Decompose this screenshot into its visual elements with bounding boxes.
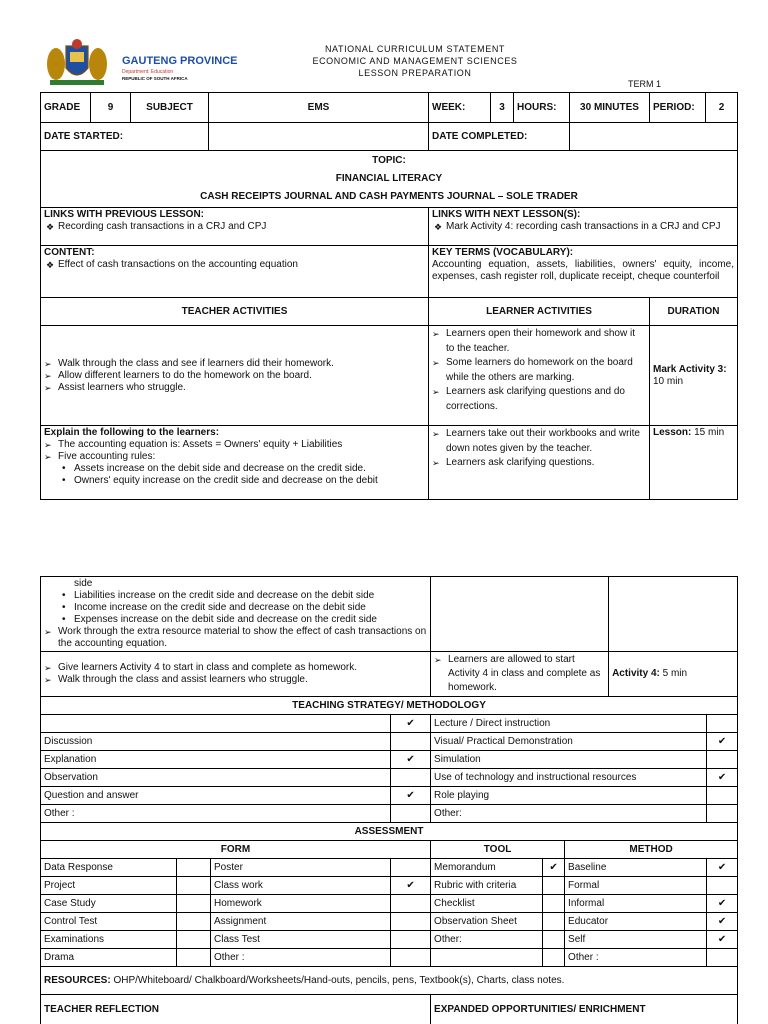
tool-option: Checklist (431, 895, 543, 913)
list-item: ➢ Assist learners who struggle. (44, 382, 425, 394)
row3-learner (431, 652, 609, 697)
form-option-1-check[interactable] (177, 913, 211, 931)
links-previous (41, 208, 429, 246)
links-previous-item: ❖ Recording cash transactions in a CRJ and CPJ (44, 221, 425, 233)
teacher-activities-heading: TEACHER ACTIVITIES (41, 298, 429, 326)
key-terms-label: KEY TERMS (VOCABULARY): (432, 247, 574, 258)
row1-learner (429, 326, 650, 426)
row1-duration-label: Mark Activity 3: (653, 363, 727, 375)
list-item: • Income increase on the credit side and decrease on the debit side (44, 602, 427, 614)
resources-cell (41, 967, 738, 995)
strategy-row (41, 787, 738, 805)
row2-duration (650, 426, 738, 500)
method-option: Self (565, 931, 707, 949)
method-option: Educator (565, 913, 707, 931)
form-option-1-check[interactable] (177, 859, 211, 877)
form-option-2-check[interactable] (391, 913, 431, 931)
list-item: ➢ Give learners Activity 4 to start in class and complete as homework. (44, 662, 427, 674)
form-option-2: Other : (211, 949, 391, 967)
strategy-right-label: Other: (431, 805, 707, 823)
form-option-2: Poster (211, 859, 391, 877)
strategy-row (41, 733, 738, 751)
form-option-1: Data Response (41, 859, 177, 877)
key-terms-cell (429, 246, 738, 298)
grade-value: 9 (91, 93, 131, 123)
tool-heading: TOOL (431, 841, 565, 859)
rule-continuation: side (74, 578, 93, 589)
form-option-1: Control Test (41, 913, 177, 931)
strategy-right-label: Visual/ Practical Demonstration (431, 733, 707, 751)
date-completed-label: DATE COMPLETED: (429, 123, 570, 151)
list-item: ➢ Learners ask clarifying questions and do corrections. (432, 385, 646, 414)
row3-teacher (41, 652, 431, 697)
links-next (429, 208, 738, 246)
tool-option: Observation Sheet (431, 913, 543, 931)
method-heading: METHOD (565, 841, 738, 859)
strategy-right-check[interactable]: ✔ (707, 769, 738, 787)
tool-option-check[interactable] (543, 931, 565, 949)
header-line-2: ECONOMIC AND MANAGEMENT SCIENCES (312, 56, 518, 66)
period-value: 2 (706, 93, 738, 123)
teacher-reflection: TEACHER REFLECTION (41, 995, 431, 1024)
week-label: WEEK: (429, 93, 491, 123)
assessment-row (41, 913, 738, 931)
lesson-plan-table (40, 92, 738, 500)
form-option-1-check[interactable] (177, 949, 211, 967)
form-option-2-check[interactable] (391, 859, 431, 877)
subject-label: SUBJECT (131, 93, 209, 123)
strategy-right-check[interactable]: ✔ (707, 733, 738, 751)
topic-line-2: CASH RECEIPTS JOURNAL AND CASH PAYMENTS JOURNAL – SOLE TRADER (200, 191, 578, 202)
method-option-check[interactable] (707, 877, 738, 895)
method-option: Other : (565, 949, 707, 967)
tool-option-check[interactable] (543, 949, 565, 967)
method-option-check[interactable]: ✔ (707, 913, 738, 931)
row2-duration-label: Lesson: (653, 427, 692, 438)
page-two (0, 570, 768, 1024)
method-option-check[interactable]: ✔ (707, 895, 738, 913)
strategy-row (41, 805, 738, 823)
topic-label: TOPIC: (372, 155, 406, 166)
strategy-title: TEACHING STRATEGY/ METHODOLOGY (41, 697, 738, 715)
lesson-plan-table-continued (40, 576, 738, 1024)
form-option-1: Case Study (41, 895, 177, 913)
row1-teacher (41, 326, 429, 426)
extra-resource-item: ➢ Work through the extra resource material to show the effect of cash transactions on the accounting equation. (44, 626, 427, 650)
term-label: TERM 1 (628, 79, 662, 89)
form-option-2: Assignment (211, 913, 391, 931)
date-completed-value[interactable] (570, 123, 738, 151)
strategy-right-label: Use of technology and instructional resources (431, 769, 707, 787)
list-item: • Assets increase on the debit side and decrease on the credit side. (44, 463, 425, 475)
row2-heading: Explain the following to the learners: (44, 427, 220, 438)
form-option-1-check[interactable] (177, 877, 211, 895)
form-option-2: Homework (211, 895, 391, 913)
tool-option-check[interactable] (543, 895, 565, 913)
strategy-right-check[interactable] (707, 751, 738, 769)
list-item: ➢ Some learners do homework on the board while the others are marking. (432, 356, 646, 385)
row3-duration (609, 652, 738, 697)
row2-learner-continued (431, 577, 609, 652)
form-option-2-check[interactable] (391, 895, 431, 913)
method-option: Baseline (565, 859, 707, 877)
row2-learner (429, 426, 650, 500)
row3-duration-value: 5 min (662, 668, 688, 679)
resources-value: OHP/Whiteboard/ Chalkboard/Worksheets/Hand-outs, pencils, pens, Textbook(s), Charts, class notes. (113, 974, 565, 986)
strategy-left-label (41, 715, 391, 733)
page-one (0, 0, 768, 510)
assessment-row (41, 859, 738, 877)
method-option-check[interactable]: ✔ (707, 859, 738, 877)
list-item: ➢ Five accounting rules: (44, 451, 425, 463)
logo-title: GAUTENG PROVINCE (122, 55, 238, 67)
strategy-right-check[interactable] (707, 715, 738, 733)
form-option-2: Class work (211, 877, 391, 895)
form-option-2: Class Test (211, 931, 391, 949)
strategy-row (41, 769, 738, 787)
date-started-label: DATE STARTED: (41, 123, 209, 151)
duration-heading: DURATION (650, 298, 738, 326)
row2-duration-value: 15 min (694, 427, 725, 438)
form-option-2-check[interactable] (391, 949, 431, 967)
subject-value: EMS (209, 93, 429, 123)
assessment-row (41, 877, 738, 895)
hours-value: 30 MINUTES (570, 93, 650, 123)
strategy-right-label: Role playing (431, 787, 707, 805)
learner-activities-heading: LEARNER ACTIVITIES (429, 298, 650, 326)
links-previous-label: LINKS WITH PREVIOUS LESSON: (44, 209, 205, 220)
strategy-left-check[interactable] (391, 733, 431, 751)
form-option-1: Drama (41, 949, 177, 967)
strategy-right-check[interactable] (707, 805, 738, 823)
list-item: • Owners' equity increase on the credit side and decrease on the debit (44, 475, 425, 487)
content-item: ❖ Effect of cash transactions on the accounting equation (44, 259, 425, 271)
list-item: ➢ The accounting equation is: Assets = Owners' equity + Liabilities (44, 439, 425, 451)
strategy-left-check[interactable]: ✔ (391, 751, 431, 769)
strategy-left-label: Other : (41, 805, 391, 823)
list-item: • Liabilities increase on the credit side and decrease on the debit side (44, 590, 427, 602)
list-item: ➢ Walk through the class and see if learners did their homework. (44, 358, 425, 370)
row3-duration-label: Activity 4: (612, 668, 660, 679)
list-item: ➢ Allow different learners to do the homework on the board. (44, 370, 425, 382)
strategy-left-check[interactable]: ✔ (391, 787, 431, 805)
form-option-1-check[interactable] (177, 931, 211, 949)
expanded-opportunities: EXPANDED OPPORTUNITIES/ ENRICHMENT (431, 995, 738, 1024)
tool-option-check[interactable] (543, 877, 565, 895)
tool-option: Other: (431, 931, 543, 949)
tool-option: Memorandum (431, 859, 543, 877)
content-cell (41, 246, 429, 298)
strategy-row (41, 715, 738, 733)
form-heading: FORM (41, 841, 431, 859)
strategy-left-label: Explanation (41, 751, 391, 769)
logo-department: Department: Education (122, 69, 174, 75)
form-option-1-check[interactable] (177, 895, 211, 913)
assessment-row (41, 895, 738, 913)
tool-option (431, 949, 543, 967)
key-terms-text: Accounting equation, assets, liabilities, owners' equity, income, expenses, cash register roll, duplicate receipt, cheque counterfoil (432, 259, 734, 282)
row2-teacher-continued (41, 577, 431, 652)
method-option-check[interactable]: ✔ (707, 931, 738, 949)
assessment-row (41, 931, 738, 949)
links-next-label: LINKS WITH NEXT LESSON(S): (432, 209, 581, 220)
row2-teacher (41, 426, 429, 500)
assessment-title: ASSESSMENT (41, 823, 738, 841)
header-line-1: NATIONAL CURRICULUM STATEMENT (324, 44, 506, 54)
strategy-right-check[interactable] (707, 787, 738, 805)
method-option: Informal (565, 895, 707, 913)
row1-duration (650, 326, 738, 426)
method-option: Formal (565, 877, 707, 895)
logo-country: REPUBLIC OF SOUTH AFRICA (122, 76, 188, 81)
strategy-left-check[interactable] (391, 769, 431, 787)
tool-option: Rubric with criteria (431, 877, 543, 895)
grade-label: GRADE (41, 93, 91, 123)
form-option-1: Examinations (41, 931, 177, 949)
topic-line-1: FINANCIAL LITERACY (335, 173, 443, 184)
row1-duration-value: 10 min (653, 375, 684, 387)
strategy-left-label: Observation (41, 769, 391, 787)
strategy-row (41, 751, 738, 769)
strategy-right-label: Simulation (431, 751, 707, 769)
tool-option-check[interactable] (543, 913, 565, 931)
list-item: ➢ Learners ask clarifying questions. (432, 456, 646, 471)
period-label: PERIOD: (650, 93, 706, 123)
list-item: ➢ Walk through the class and assist learners who struggle. (44, 674, 427, 686)
content-label: CONTENT: (44, 247, 95, 258)
method-option-check[interactable] (707, 949, 738, 967)
header-line-3: LESSON PREPARATION (358, 68, 472, 78)
week-value: 3 (491, 93, 514, 123)
strategy-left-check[interactable]: ✔ (391, 715, 431, 733)
date-started-value[interactable] (209, 123, 429, 151)
form-option-2-check[interactable]: ✔ (391, 877, 431, 895)
list-item: ➢ Learners open their homework and show it to the teacher. (432, 327, 646, 356)
strategy-left-check[interactable] (391, 805, 431, 823)
form-option-1: Project (41, 877, 177, 895)
strategy-left-label: Question and answer (41, 787, 391, 805)
links-next-item: ❖ Mark Activity 4: recording cash transactions in a CRJ and CPJ (432, 221, 734, 233)
row2-duration-continued (609, 577, 738, 652)
list-item: • Expenses increase on the debit side and decrease on the credit side (44, 614, 427, 626)
strategy-left-label: Discussion (41, 733, 391, 751)
assessment-row (41, 949, 738, 967)
resources-label: RESOURCES: (44, 974, 111, 986)
list-item: ➢ Learners are allowed to start Activity 4 in class and complete as homework. (434, 653, 605, 695)
topic-block (41, 151, 738, 208)
tool-option-check[interactable]: ✔ (543, 859, 565, 877)
form-option-2-check[interactable] (391, 931, 431, 949)
list-item: ➢ Learners take out their workbooks and write down notes given by the teacher. (432, 427, 646, 456)
gauteng-logo (44, 38, 244, 88)
strategy-right-label: Lecture / Direct instruction (431, 715, 707, 733)
hours-label: HOURS: (514, 93, 570, 123)
